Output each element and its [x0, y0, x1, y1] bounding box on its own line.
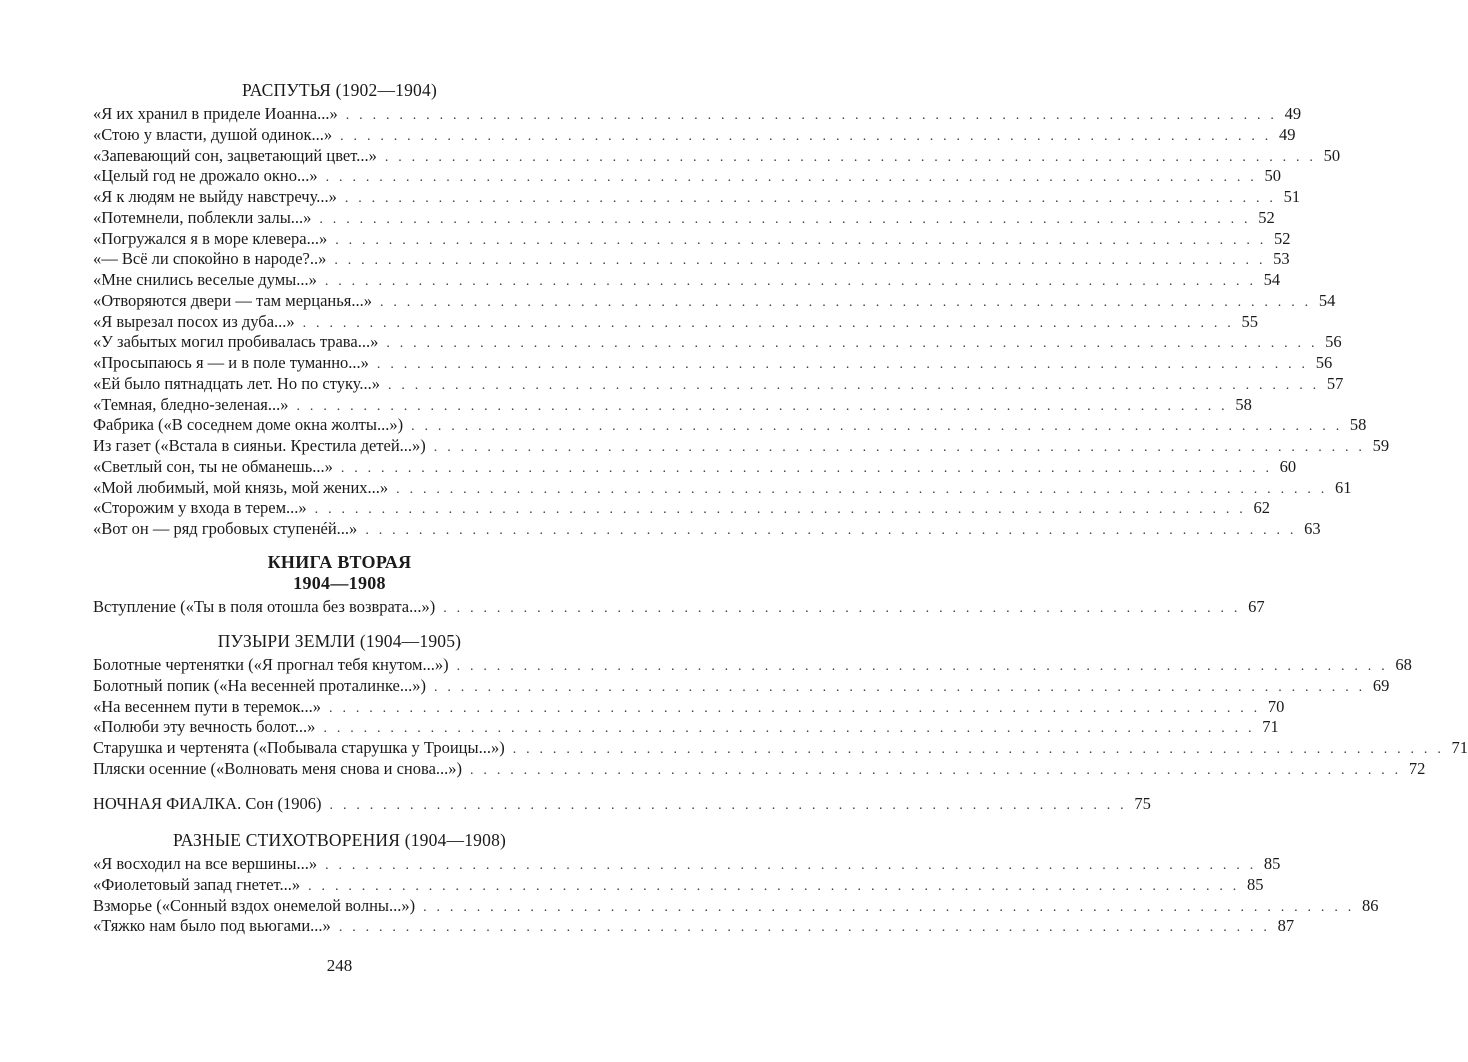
entry-title: Взморье («Сонный вздох онемелой волны...»): [93, 895, 416, 915]
toc-entry-intro[interactable]: [93, 597, 1265, 618]
page-number: 248: [326, 956, 353, 975]
leader-dots: . . . . . . . . . . . . . . . . . . . . . . . . . . . . . . . . . . . . . . . . . . . . . . . . . . . . . . . . . . . . . . . . . . . . . .: [396, 481, 1328, 497]
entry-page: 50: [1323, 145, 1341, 165]
toc-entry[interactable]: [93, 519, 1321, 540]
toc-entry[interactable]: [93, 415, 1367, 436]
entry-page: 70: [1267, 696, 1285, 716]
leader-dots: . . . . . . . . . . . . . . . . . . . . . . . . . . . . . . . . . . . . . . . . . . . . . . . . . . . . . . . . . . . . . . . . . . . . . .: [344, 191, 1277, 206]
entry-page: 61: [1334, 477, 1352, 497]
leader-dots: . . . . . . . . . . . . . . . . . . . . . . . . . . . . . . . . . . . . . . . . . . . . . . . . . . . . . . . . . . . . . . . . . . . . . .: [296, 398, 1228, 414]
entry-page: 60: [1279, 456, 1297, 476]
entry-page: 75: [1134, 794, 1151, 813]
leader-dots: . . . . . . . . . . . . . . . . . . . . . . . . . . . . . . . . . . . . . . . . . . . . . . . . . . . . . . . . . . . .: [443, 601, 1241, 616]
entry-title: «— Всё ли спокойно в народе?..»: [93, 249, 327, 269]
entry-page: 53: [1273, 249, 1290, 269]
toc-entry[interactable]: [93, 655, 1412, 676]
toc-entry[interactable]: [93, 207, 1275, 229]
toc-entry[interactable]: [93, 373, 1344, 395]
book-years: 1904—1908: [293, 573, 386, 593]
section-title-raznye: РАЗНЫЕ СТИХОТВОРЕНИЯ (1904—1908): [172, 830, 507, 850]
leader-dots: . . . . . . . . . . . . . . . . . . . . . . . . . . . . . . . . . . . . . . . . . . . . . . . . . . . . . . . . . . . . . . . . . . . . . .: [433, 440, 1366, 455]
section-title-puzyri: ПУЗЫРИ ЗЕМЛИ (1904—1905): [217, 631, 462, 651]
entry-page: 56: [1315, 353, 1333, 372]
entry-page: 85: [1263, 854, 1281, 873]
entry-title: «Полюби эту вечность болот...»: [93, 717, 316, 737]
toc-entry[interactable]: [93, 854, 1281, 875]
entry-page: 49: [1278, 124, 1296, 144]
toc-entry[interactable]: [93, 758, 1426, 780]
entry-title: Из газет («Встала в сияньи. Крестила детей...»): [93, 436, 426, 455]
entry-page: 49: [1284, 104, 1302, 123]
entry-title: «Целый год не дрожало окно...»: [93, 166, 318, 186]
toc-entry[interactable]: [93, 477, 1352, 499]
entry-page: 58: [1235, 394, 1252, 414]
toc-entry[interactable]: [93, 916, 1295, 937]
entry-title: «Запевающий сон, зацветающий цвет...»: [93, 145, 377, 165]
toc-entry[interactable]: [93, 394, 1252, 416]
toc-list-raznye: [93, 854, 1379, 937]
toc-entry[interactable]: [93, 166, 1281, 187]
entry-page: 50: [1264, 166, 1281, 186]
toc-entry[interactable]: [93, 332, 1342, 353]
toc-list-puzyri: [93, 655, 1468, 780]
toc-entry[interactable]: [93, 353, 1333, 374]
entry-title: «Отворяются двери — там мерцанья...»: [93, 290, 372, 310]
toc-entry[interactable]: [93, 187, 1301, 208]
toc-entry[interactable]: [93, 874, 1264, 896]
entry-title: «Я к людям не выйду навстречу...»: [93, 187, 337, 206]
entry-title: «Я восходил на все вершины...»: [93, 854, 318, 873]
entry-page: 51: [1283, 187, 1301, 206]
leader-dots: . . . . . . . . . . . . . . . . . . . . . . . . . . . . . . . . . . . . . . . . . . . . . . . . . . . . . . . . . . . . . . . . . . . . . .: [376, 357, 1309, 372]
entry-title: «Мой любимый, мой князь, мой жених...»: [93, 477, 389, 497]
entry-title: Болотный попик («На весенней проталинке...»): [93, 675, 426, 695]
leader-dots: . . . . . . . . . . . . . . . . . . . . . . . . . . . . . . . . . . . . . . . . . . . . . . . . . . . . . . . . . . . . . . . . . . . . . .: [470, 762, 1402, 778]
entry-page: 58: [1349, 415, 1367, 435]
entry-page: 87: [1277, 916, 1295, 936]
toc-entry[interactable]: [93, 717, 1279, 738]
entry-title: «Светлый сон, ты не обманешь...»: [93, 456, 333, 476]
toc-entry[interactable]: [93, 696, 1285, 718]
leader-dots: . . . . . . . . . . . . . . . . . . . . . . . . . . . . . . . . . . . . . . . . . . . . . . . . . . . . . . . . . . . . . . . . . . . . . .: [335, 232, 1267, 248]
entry-title: «У забытых могил пробивалась трава...»: [93, 332, 379, 352]
leader-dots: . . . . . . . . . . . . . . . . . . . . . . . . . . . . . . . . . . . . . . . . . . . . . . . . . . . . . . . . . . . . . . . . . . . . . .: [365, 523, 1297, 538]
toc-entry[interactable]: [93, 738, 1468, 759]
toc-entry[interactable]: [93, 124, 1296, 146]
entry-title: «Сторожим у входа в терем...»: [93, 498, 307, 518]
entry-page: 86: [1361, 895, 1379, 915]
entry-page: 71: [1451, 738, 1468, 757]
leader-dots: . . . . . . . . . . . . . . . . . . . . . . . . . . . . . . . . . . . . . . . . . . . . . . . . . . . . . . . . . . . . . . . . . . . . . .: [388, 377, 1320, 393]
entry-title: «Ей было пятнадцать лет. Но по стуку...»: [93, 373, 380, 393]
toc-list-rasputya: [93, 104, 1390, 540]
toc-entry[interactable]: [93, 456, 1297, 478]
leader-dots: . . . . . . . . . . . . . . . . . . . . . . . . . . . . . . . . . . . . . . . . . . . . . . . . . . . . . . . . . . . . . . . . . . . . . .: [340, 460, 1273, 476]
leader-dots: . . . . . . . . . . . . . . . . . . . . . . . . . . . . . . . . . . . . . . . . . . . . . . . . . . . . . . . . . . . . . . . . . . . . . .: [423, 899, 1355, 915]
entry-page: 69: [1372, 675, 1390, 695]
entry-title: «На весеннем пути в теремок...»: [93, 696, 322, 716]
entry-page: 72: [1408, 758, 1426, 778]
leader-dots: . . . . . . . . . . . . . . . . . . . . . . . . . . . . . . . . . . . . . . . . . . . . . . . . . . . . . . . . . . . .: [329, 798, 1127, 813]
entry-title: «Я вырезал посох из дуба...»: [93, 311, 295, 331]
leader-dots: . . . . . . . . . . . . . . . . . . . . . . . . . . . . . . . . . . . . . . . . . . . . . . . . . . . . . . . . . . . . . . . . . . . . . .: [411, 419, 1343, 435]
leader-dots: . . . . . . . . . . . . . . . . . . . . . . . . . . . . . . . . . . . . . . . . . . . . . . . . . . . . . . . . . . . . . . . . . . . . . .: [319, 211, 1251, 227]
entry-page: 56: [1325, 332, 1342, 352]
leader-dots: . . . . . . . . . . . . . . . . . . . . . . . . . . . . . . . . . . . . . . . . . . . . . . . . . . . . . . . . . . . . . . . . . . . . . .: [308, 878, 1240, 894]
toc-entry[interactable]: [93, 498, 1270, 519]
leader-dots: . . . . . . . . . . . . . . . . . . . . . . . . . . . . . . . . . . . . . . . . . . . . . . . . . . . . . . . . . . . . . . . . . . . . . .: [325, 170, 1257, 186]
leader-dots: . . . . . . . . . . . . . . . . . . . . . . . . . . . . . . . . . . . . . . . . . . . . . . . . . . . . . . . . . . . . . . . . . . . . . .: [386, 336, 1318, 352]
entry-title: «Темная, бледно-зеленая...»: [93, 394, 289, 414]
entry-page: 63: [1304, 519, 1321, 538]
leader-dots: . . . . . . . . . . . . . . . . . . . . . . . . . . . . . . . . . . . . . . . . . . . . . . . . . . . . . . . . . . . . . . . . . . . . . .: [384, 149, 1317, 165]
toc-entry[interactable]: [93, 145, 1341, 167]
entry-title: «Фиолетовый запад гнетет...»: [93, 874, 301, 894]
entry-title: Пляски осенние («Волновать меня снова и снова...»): [93, 758, 463, 778]
toc-entry[interactable]: [93, 290, 1336, 312]
entry-page: 67: [1248, 597, 1265, 616]
leader-dots: . . . . . . . . . . . . . . . . . . . . . . . . . . . . . . . . . . . . . . . . . . . . . . . . . . . . . . . . . . . . . . . . . . . . . .: [302, 315, 1234, 331]
entry-page: 71: [1262, 717, 1279, 737]
book-title: КНИГА ВТОРАЯ: [267, 552, 412, 572]
entry-title: Фабрика («В соседнем доме окна жолты...»): [93, 415, 404, 435]
toc-entry-fialka[interactable]: [93, 794, 1151, 815]
leader-dots: . . . . . . . . . . . . . . . . . . . . . . . . . . . . . . . . . . . . . . . . . . . . . . . . . . . . . . . . . . . . . . . . . . . . . .: [334, 253, 1266, 269]
entry-title: НОЧНАЯ ФИАЛКА. Сон (1906): [93, 794, 322, 813]
entry-page: 54: [1318, 290, 1336, 310]
toc-entry[interactable]: [93, 249, 1290, 270]
entry-page: 57: [1326, 373, 1344, 393]
entry-title: «Погружался я в море клевера...»: [93, 228, 328, 248]
leader-dots: . . . . . . . . . . . . . . . . . . . . . . . . . . . . . . . . . . . . . . . . . . . . . . . . . . . . . . . . . . . . . . . . . . . . . .: [314, 502, 1246, 518]
leader-dots: . . . . . . . . . . . . . . . . . . . . . . . . . . . . . . . . . . . . . . . . . . . . . . . . . . . . . . . . . . . . . . . . . . . . . .: [324, 274, 1257, 289]
entry-page: 68: [1395, 655, 1412, 674]
toc-entry[interactable]: [93, 675, 1390, 697]
entry-title: «Потемнели, поблекли залы...»: [93, 207, 312, 227]
section-title-rasputya: РАСПУТЬЯ (1902—1904): [242, 80, 437, 100]
entry-title: «Просыпаюсь я — и в поле туманно...»: [93, 353, 369, 372]
entry-page: 55: [1241, 311, 1258, 331]
leader-dots: . . . . . . . . . . . . . . . . . . . . . . . . . . . . . . . . . . . . . . . . . . . . . . . . . . . . . . . . . . . . . . . . . . . . . .: [329, 700, 1261, 716]
leader-dots: . . . . . . . . . . . . . . . . . . . . . . . . . . . . . . . . . . . . . . . . . . . . . . . . . . . . . . . . . . . . . . . . . . . . . .: [340, 128, 1272, 144]
leader-dots: . . . . . . . . . . . . . . . . . . . . . . . . . . . . . . . . . . . . . . . . . . . . . . . . . . . . . . . . . . . . . . . . . . . . . .: [380, 294, 1312, 310]
toc-entry[interactable]: [93, 895, 1379, 917]
entry-title: «Я их хранил в приделе Иоанна...»: [93, 104, 338, 123]
entry-title: «Вот он — ряд гробовых ступенéй...»: [93, 519, 358, 538]
entry-title: «Мне снились веселые думы...»: [93, 270, 317, 289]
entry-page: 59: [1372, 436, 1390, 455]
entry-page: 62: [1253, 498, 1270, 518]
leader-dots: . . . . . . . . . . . . . . . . . . . . . . . . . . . . . . . . . . . . . . . . . . . . . . . . . . . . . . . . . . . . . . . . . . . . . .: [345, 108, 1278, 123]
leader-dots: . . . . . . . . . . . . . . . . . . . . . . . . . . . . . . . . . . . . . . . . . . . . . . . . . . . . . . . . . . . . . . . . . . . . . .: [325, 858, 1257, 873]
entry-page: 85: [1246, 874, 1264, 894]
toc-entry[interactable]: [93, 311, 1258, 333]
leader-dots: . . . . . . . . . . . . . . . . . . . . . . . . . . . . . . . . . . . . . . . . . . . . . . . . . . . . . . . . . . . . . . . . . . . . . .: [338, 920, 1271, 936]
entry-title: «Тяжко нам было под вьюгами...»: [93, 916, 331, 936]
toc-entry[interactable]: [93, 104, 1302, 125]
entry-page: 52: [1274, 228, 1291, 248]
leader-dots: . . . . . . . . . . . . . . . . . . . . . . . . . . . . . . . . . . . . . . . . . . . . . . . . . . . . . . . . . . . . . . . . . . . . . .: [456, 659, 1388, 674]
toc-entry[interactable]: [93, 436, 1390, 457]
leader-dots: . . . . . . . . . . . . . . . . . . . . . . . . . . . . . . . . . . . . . . . . . . . . . . . . . . . . . . . . . . . . . . . . . . . . . .: [323, 721, 1255, 737]
leader-dots: . . . . . . . . . . . . . . . . . . . . . . . . . . . . . . . . . . . . . . . . . . . . . . . . . . . . . . . . . . . . . . . . . . . . . .: [434, 679, 1366, 695]
entry-page: 52: [1258, 207, 1275, 227]
toc-entry[interactable]: [93, 228, 1291, 250]
entry-title: Вступление («Ты в поля отошла без возврата...»): [93, 597, 436, 616]
entry-page: 54: [1263, 270, 1281, 289]
leader-dots: . . . . . . . . . . . . . . . . . . . . . . . . . . . . . . . . . . . . . . . . . . . . . . . . . . . . . . . . . . . . . . . . . . . . . .: [512, 742, 1445, 757]
entry-title: «Стою у власти, душой одинок...»: [93, 124, 333, 144]
entry-title: Болотные чертенятки («Я прогнал тебя кнутом...»): [93, 655, 449, 674]
entry-title: Старушка и чертенята («Побывала старушка у Троицы...»): [93, 738, 505, 757]
toc-entry[interactable]: [93, 270, 1281, 291]
